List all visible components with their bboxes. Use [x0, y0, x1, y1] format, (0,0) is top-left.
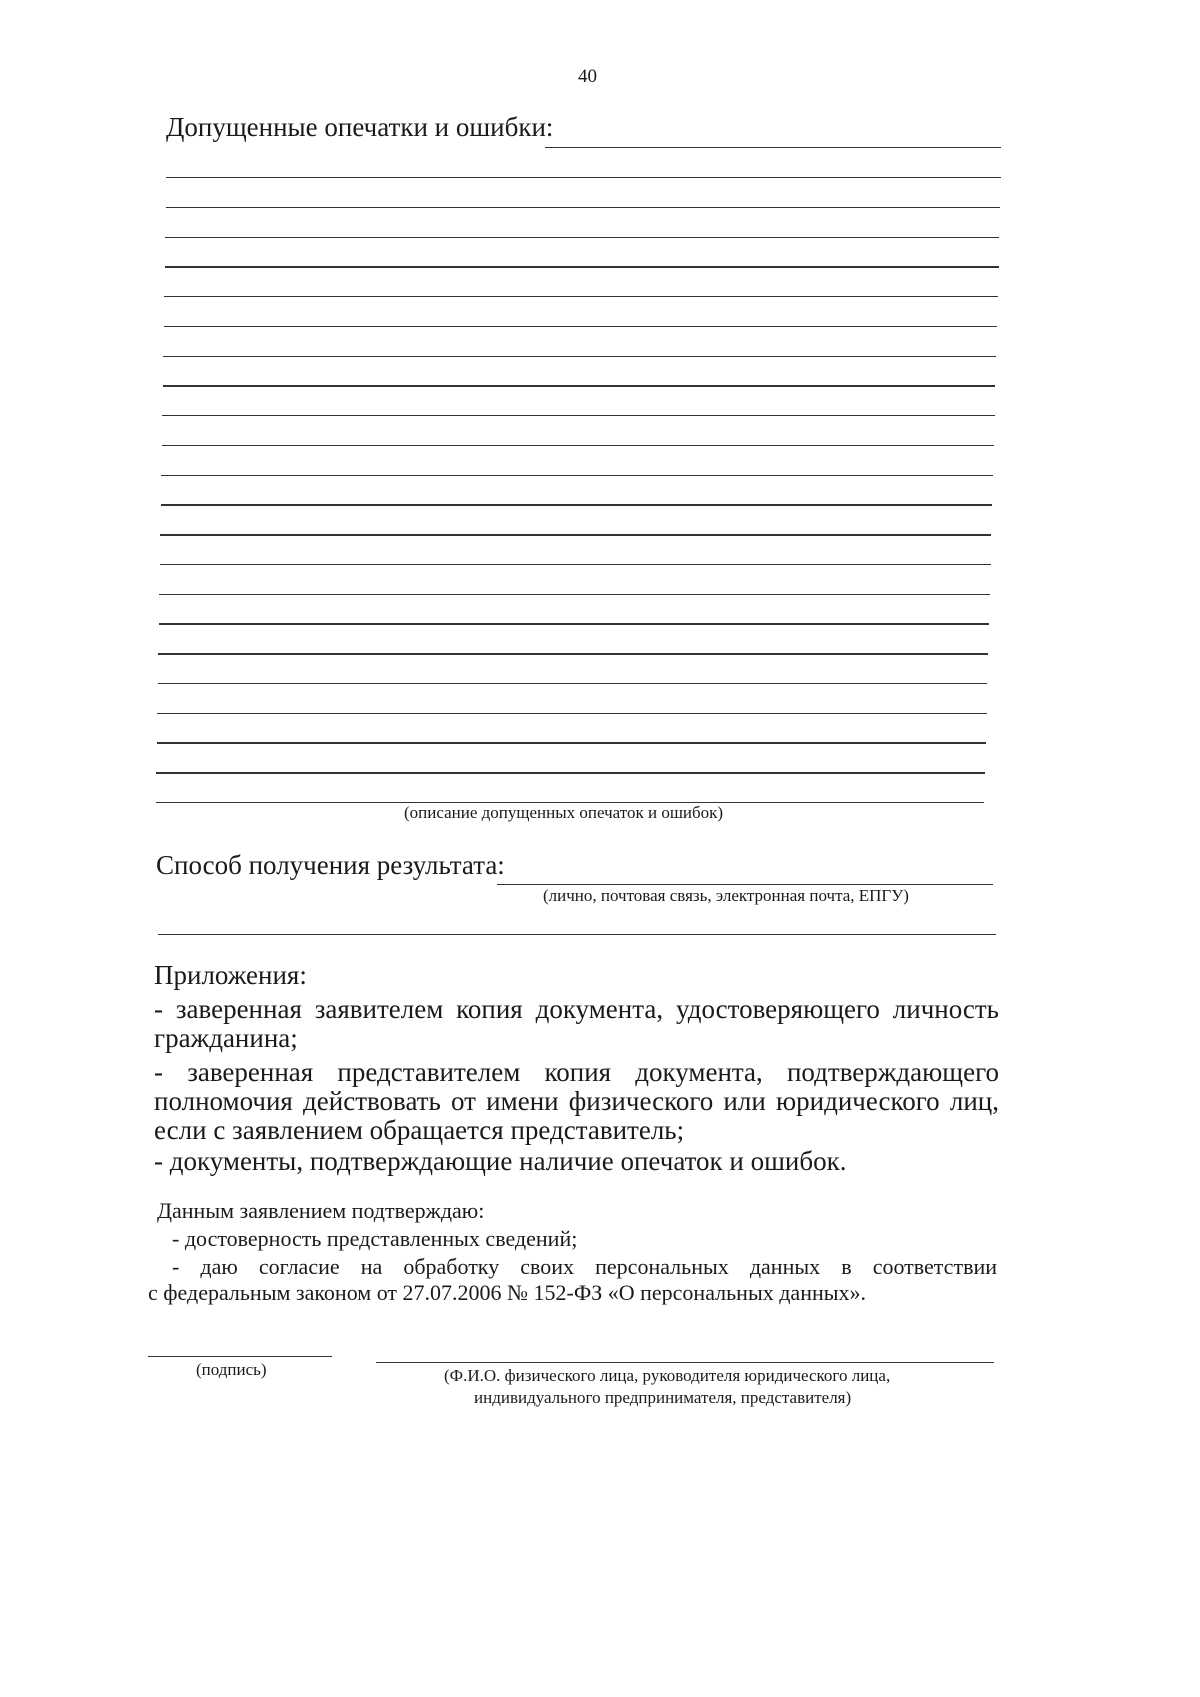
attachment-item-3: - документы, подтверждающие наличие опечаток и ошибок. — [154, 1146, 847, 1176]
blank-line[interactable] — [166, 177, 1001, 178]
blank-line[interactable] — [165, 266, 999, 267]
blank-line[interactable] — [160, 534, 991, 535]
confirmation-item — [172, 1254, 997, 1280]
blank-line[interactable] — [165, 237, 999, 238]
attachment-line: - заверенная представителем копия документа, подтверждающего — [154, 1057, 999, 1087]
result-method-label: Способ получения результата: — [156, 850, 505, 880]
attachments-heading: Приложения: — [154, 960, 307, 990]
attachment-line: - заверенная заявителем копия документа, удостоверяющего личность — [154, 994, 999, 1024]
blank-line[interactable] — [158, 653, 988, 654]
attachment-line: полномочия действовать от имени физического или юридического лиц, — [154, 1086, 999, 1116]
blank-line[interactable] — [157, 742, 986, 743]
full-name-caption-1: (Ф.И.О. физического лица, руководителя юридического лица, — [444, 1366, 891, 1385]
signature-caption: (подпись) — [196, 1360, 267, 1379]
blank-line[interactable] — [160, 564, 991, 565]
confirmation-heading: Данным заявлением подтверждаю: — [157, 1198, 485, 1223]
result-method-caption: (лично, почтовая связь, электронная почта, ЕПГУ) — [543, 886, 909, 905]
blank-line[interactable] — [164, 296, 998, 297]
full-name-caption-2: индивидуального предпринимателя, представителя) — [474, 1388, 852, 1407]
blank-line[interactable] — [161, 504, 993, 505]
errors-input-line[interactable] — [545, 147, 1001, 148]
blank-line[interactable] — [157, 713, 987, 714]
blank-line[interactable] — [163, 356, 996, 357]
attachment-item-1 — [154, 995, 999, 1024]
blank-line[interactable] — [162, 415, 995, 416]
errors-label: Допущенные опечатки и ошибки: — [166, 112, 554, 142]
confirmation-item: - достоверность представленных сведений; — [172, 1226, 578, 1251]
blank-line[interactable] — [162, 445, 994, 446]
blank-line[interactable] — [161, 475, 993, 476]
blank-line[interactable] — [156, 772, 985, 773]
signature-line[interactable] — [148, 1356, 332, 1357]
attachment-line: если с заявлением обращается представитель; — [154, 1115, 685, 1145]
blank-line[interactable] — [158, 683, 988, 684]
attachment-item-2 — [154, 1058, 999, 1116]
attachment-line: гражданина; — [154, 1023, 298, 1053]
full-name-line[interactable] — [376, 1362, 994, 1363]
blank-line[interactable] — [159, 594, 990, 595]
result-method-extra-line[interactable] — [158, 934, 996, 935]
errors-caption: (описание допущенных опечаток и ошибок) — [404, 803, 724, 822]
blank-line[interactable] — [166, 207, 1001, 208]
blank-line[interactable] — [163, 385, 996, 386]
confirmation-line: - даю согласие на обработку своих персональных данных в соответствии — [172, 1254, 997, 1279]
page-number: 40 — [578, 66, 597, 87]
blank-line[interactable] — [159, 623, 990, 624]
confirmation-item: с федеральным законом от 27.07.2006 № 152-ФЗ «О персональных данных». — [148, 1280, 867, 1305]
blank-line[interactable] — [164, 326, 998, 327]
